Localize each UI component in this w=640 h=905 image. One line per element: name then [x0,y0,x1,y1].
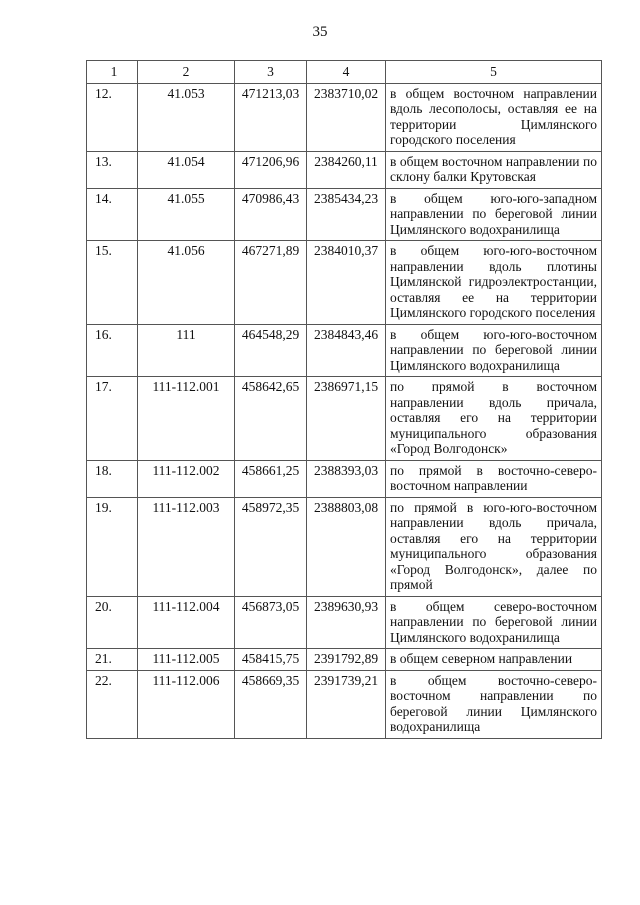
point-id-cell: 41.056 [138,241,235,325]
y-coordinate-cell: 2386971,15 [307,377,386,461]
table-row [87,377,602,461]
table-row [87,241,602,325]
y-coordinate-cell: 2388393,03 [307,460,386,497]
boundary-description-cell: в общем юго-юго-западном направлении по береговой линии Цимлянского водохранилища [386,188,602,241]
table-row [87,83,602,151]
row-number-cell: 13. [87,151,138,188]
header-cell-5: 5 [386,61,602,84]
y-coordinate-cell: 2391739,21 [307,670,386,738]
point-id-cell: 111 [138,324,235,377]
table-row [87,460,602,497]
x-coordinate-cell: 458669,35 [235,670,307,738]
y-coordinate-cell: 2385434,23 [307,188,386,241]
x-coordinate-cell: 458972,35 [235,497,307,596]
table-header-row [87,61,602,84]
point-id-cell: 111-112.004 [138,596,235,649]
boundary-description-cell: в общем юго-юго-восточном направлении вдоль плотины Цимлянской гидроэлектростанции, оставляя ее на территории Цимлянского городского поселения [386,241,602,325]
row-number-cell: 19. [87,497,138,596]
x-coordinate-cell: 458642,65 [235,377,307,461]
x-coordinate-cell: 467271,89 [235,241,307,325]
x-coordinate-cell: 458661,25 [235,460,307,497]
boundary-description-cell: по прямой в юго-юго-восточном направлении вдоль причала, оставляя его на территории муниципального образования «Город Волгодонск», далее по прямой [386,497,602,596]
header-cell-4: 4 [307,61,386,84]
row-number-cell: 20. [87,596,138,649]
point-id-cell: 111-112.003 [138,497,235,596]
row-number-cell: 16. [87,324,138,377]
row-number-cell: 17. [87,377,138,461]
x-coordinate-cell: 464548,29 [235,324,307,377]
boundary-description-cell: по прямой в восточном направлении вдоль причала, оставляя его на территории муниципального образования «Город Волгодонск» [386,377,602,461]
y-coordinate-cell: 2389630,93 [307,596,386,649]
y-coordinate-cell: 2384010,37 [307,241,386,325]
boundary-description-cell: в общем восточном направлении по склону балки Крутовская [386,151,602,188]
x-coordinate-cell: 456873,05 [235,596,307,649]
point-id-cell: 41.053 [138,83,235,151]
row-number-cell: 22. [87,670,138,738]
boundary-description-cell: в общем северном направлении [386,649,602,671]
table-row [87,188,602,241]
x-coordinate-cell: 471213,03 [235,83,307,151]
boundary-description-cell: в общем юго-юго-восточном направлении по береговой линии Цимлянского водохранилища [386,324,602,377]
table-row [87,596,602,649]
row-number-cell: 14. [87,188,138,241]
y-coordinate-cell: 2383710,02 [307,83,386,151]
row-number-cell: 21. [87,649,138,671]
x-coordinate-cell: 471206,96 [235,151,307,188]
boundary-description-cell: по прямой в восточно-северо-восточном направлении [386,460,602,497]
y-coordinate-cell: 2384843,46 [307,324,386,377]
y-coordinate-cell: 2391792,89 [307,649,386,671]
boundary-coordinates-table [86,60,602,739]
x-coordinate-cell: 458415,75 [235,649,307,671]
header-cell-1: 1 [87,61,138,84]
header-cell-2: 2 [138,61,235,84]
page-number: 35 [312,24,328,40]
y-coordinate-cell: 2388803,08 [307,497,386,596]
table-row [87,649,602,671]
y-coordinate-cell: 2384260,11 [307,151,386,188]
point-id-cell: 41.054 [138,151,235,188]
table-row [87,670,602,738]
row-number-cell: 18. [87,460,138,497]
point-id-cell: 111-112.006 [138,670,235,738]
boundary-description-cell: в общем северо-восточном направлении по береговой линии Цимлянского водохранилища [386,596,602,649]
boundary-description-cell: в общем восточно-северо-восточном направлении по береговой линии Цимлянского водохранилища [386,670,602,738]
point-id-cell: 111-112.002 [138,460,235,497]
row-number-cell: 15. [87,241,138,325]
point-id-cell: 111-112.001 [138,377,235,461]
row-number-cell: 12. [87,83,138,151]
point-id-cell: 111-112.005 [138,649,235,671]
table-row [87,151,602,188]
header-cell-3: 3 [235,61,307,84]
boundary-description-cell: в общем восточном направлении вдоль лесополосы, оставляя ее на территории Цимлянского городского поселения [386,83,602,151]
table-row [87,324,602,377]
table-row [87,497,602,596]
x-coordinate-cell: 470986,43 [235,188,307,241]
point-id-cell: 41.055 [138,188,235,241]
